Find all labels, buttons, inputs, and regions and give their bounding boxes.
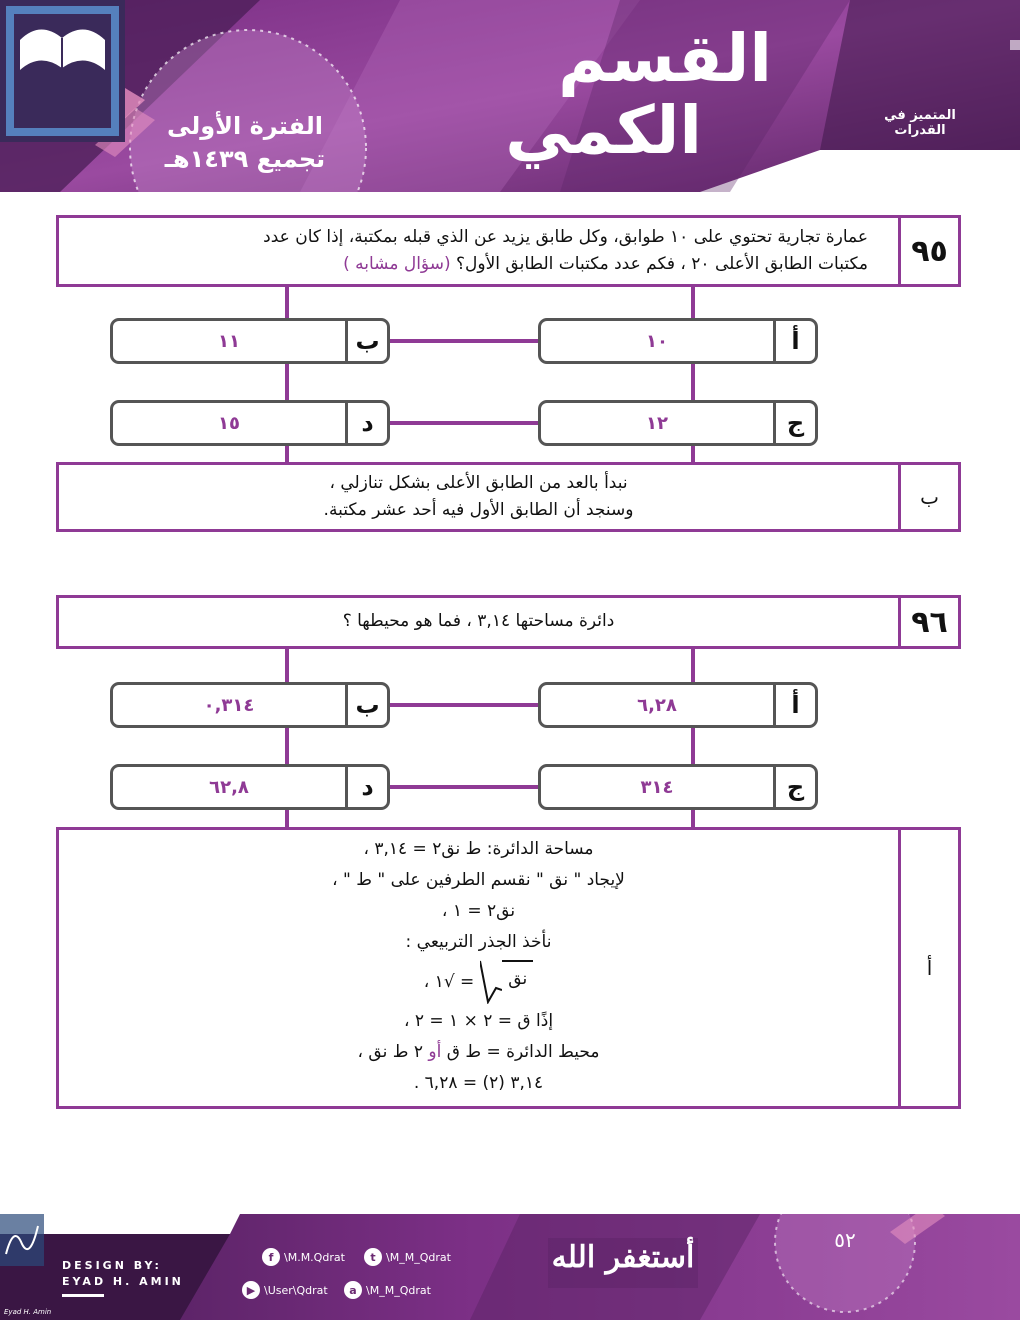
step-circumference — [59, 1037, 898, 1068]
youtube-handle: \User\Qdrat — [264, 1283, 328, 1297]
section-title-line1: القسم — [558, 20, 772, 97]
facebook-link[interactable] — [262, 1248, 345, 1266]
answer-line1: نبدأ بالعد من الطابق الأعلى بشكل تنازلي ، — [329, 472, 628, 493]
page-header — [0, 0, 1020, 192]
design-credit-divider — [62, 1294, 104, 1297]
ask-handle: \M_M_Qdrat — [366, 1283, 431, 1297]
option-value: ١٢ — [646, 412, 668, 434]
question-text — [59, 218, 898, 284]
option-letter: د — [345, 403, 387, 443]
step-square-root: نأخذ الجذر التربيعي : — [405, 932, 552, 952]
answer-steps — [59, 834, 898, 1099]
square-root-symbol — [480, 960, 533, 1004]
twitter-link[interactable] — [364, 1248, 451, 1266]
connector-line — [390, 703, 540, 707]
connector-line — [390, 421, 540, 425]
answer-letter: ب — [898, 465, 958, 529]
book-logo-icon — [0, 0, 125, 142]
similar-question-note: (سؤال مشابه ) — [343, 254, 451, 274]
design-credit — [62, 1258, 184, 1297]
q95-option-a[interactable] — [538, 318, 818, 364]
option-letter: أ — [773, 685, 815, 725]
page-footer — [0, 1214, 1020, 1320]
step-result: ٣,١٤ (٢) = ٦,٢٨ . — [413, 1073, 544, 1093]
section-title-line2: الكمي — [505, 92, 702, 169]
option-value: ٣١٤ — [640, 776, 674, 798]
q96-answer-box — [56, 827, 961, 1109]
ask-icon: a — [344, 1281, 362, 1299]
q95-answer-box — [56, 462, 961, 532]
question-text-line1: دائرة مساحتها ٣,١٤ ، فما هو محيطها ؟ — [342, 611, 615, 632]
answer-line2: وسنجد أن الطابق الأول فيه أحد عشر مكتبة. — [323, 500, 634, 520]
connector-line — [390, 339, 540, 343]
circumference-alt: ٢ ط نق ، — [357, 1042, 424, 1062]
calligraphy-text: أستغفر الله — [551, 1240, 695, 1275]
option-letter: ب — [345, 685, 387, 725]
option-letter: أ — [773, 321, 815, 361]
question-text-line1: عمارة تجارية تحتوي على ١٠ طوابق، وكل طابق يزيد عن الذي قبله بمكتبة، إذا كان عدد — [263, 226, 868, 247]
designer-signature-icon — [0, 1214, 44, 1266]
option-value: ٦,٢٨ — [637, 694, 677, 716]
connector-line — [390, 785, 540, 789]
option-value: ١٠ — [646, 330, 668, 352]
facebook-handle: \M.M.Qdrat — [284, 1250, 345, 1264]
youtube-icon: ▶ — [242, 1281, 260, 1299]
question-96-box — [56, 595, 961, 649]
twitter-handle: \M_M_Qdrat — [386, 1250, 451, 1264]
step-r-squared: نق٢ = ١ ، — [441, 901, 516, 921]
q95-option-c[interactable] — [538, 400, 818, 446]
step-area-formula: مساحة الدائرة: ط نق٢ = ٣,١٤ ، — [363, 839, 594, 859]
step-radical — [59, 958, 898, 1006]
question-95-box — [56, 215, 961, 287]
option-value: ٦٢,٨ — [209, 776, 249, 798]
option-value: ١٥ — [218, 412, 240, 434]
q95-option-d[interactable] — [110, 400, 390, 446]
question-number: ٩٥ — [898, 218, 958, 284]
logo-caption: المتميز في القدرات — [884, 108, 956, 138]
ask-link[interactable] — [344, 1281, 431, 1299]
step-diameter: إذًا ق = ٢ × ١ = ٢ ، — [403, 1011, 554, 1031]
option-letter: ب — [345, 321, 387, 361]
page-number: ٥٢ — [834, 1228, 856, 1252]
option-value: ١١ — [218, 330, 240, 352]
facebook-icon: f — [262, 1248, 280, 1266]
radical-sign-icon — [480, 960, 502, 1004]
step-divide: لإيجاد " نق " نقسم الطرفين على " ط " ، — [332, 870, 625, 890]
signature-name: Eyad H. Amin — [4, 1308, 52, 1316]
option-letter: ج — [773, 767, 815, 807]
q96-option-b[interactable] — [110, 682, 390, 728]
youtube-link[interactable] — [242, 1281, 328, 1299]
design-credit-line2: EYAD H. AMIN — [62, 1275, 184, 1288]
q96-option-a[interactable] — [538, 682, 818, 728]
answer-letter: أ — [898, 830, 958, 1106]
twitter-icon: t — [364, 1248, 382, 1266]
q96-option-c[interactable] — [538, 764, 818, 810]
option-letter: ج — [773, 403, 815, 443]
radical-result: = √١ ، — [423, 972, 475, 992]
or-word: أو — [428, 1042, 442, 1062]
question-number: ٩٦ — [898, 598, 958, 646]
circumference-formula: محيط الدائرة = ط ق — [446, 1042, 600, 1062]
question-text — [59, 598, 898, 646]
radicand: نق — [502, 960, 533, 1004]
q95-option-b[interactable] — [110, 318, 390, 364]
collection-year-label: تجميع ١٤٣٩هـ — [164, 145, 326, 173]
period-label: الفترة الأولى — [166, 112, 324, 140]
answer-explanation — [59, 465, 898, 529]
design-credit-line1: DESIGN BY: — [62, 1259, 162, 1272]
q96-option-d[interactable] — [110, 764, 390, 810]
question-text-line2 — [89, 251, 868, 278]
option-value: ٠,٣١٤ — [203, 694, 255, 716]
option-letter: د — [345, 767, 387, 807]
question-text-line2-main: مكتبات الطابق الأعلى ٢٠ ، فكم عدد مكتبات الطابق الأول؟ — [456, 254, 868, 274]
